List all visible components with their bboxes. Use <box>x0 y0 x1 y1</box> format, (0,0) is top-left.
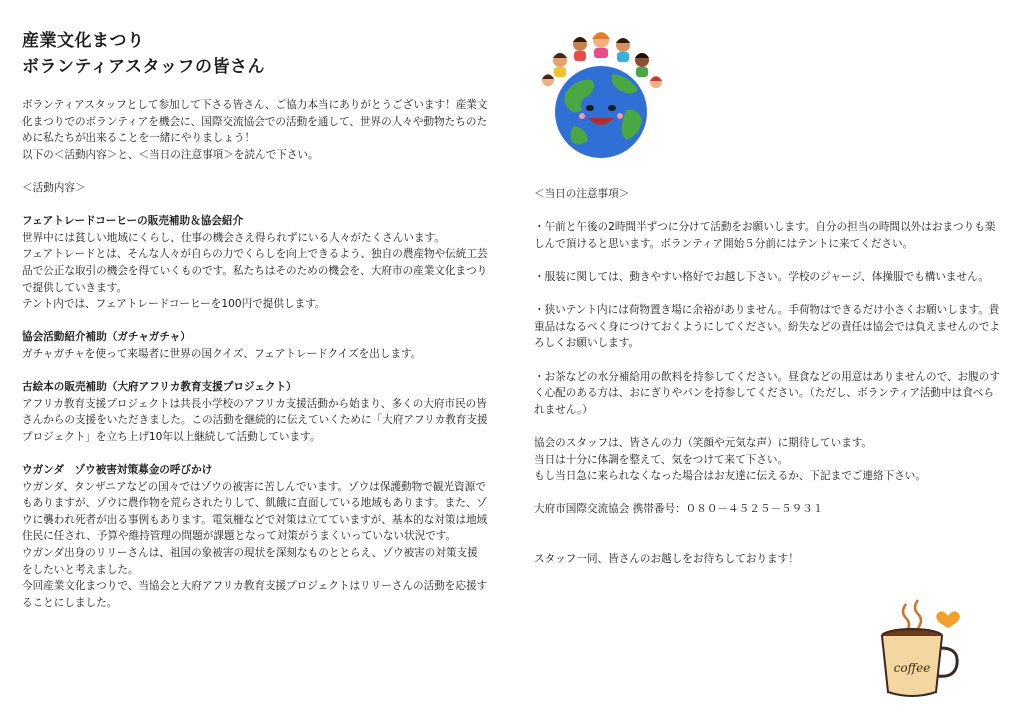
activity-section <box>22 329 488 362</box>
coffee-cup-icon <box>868 596 972 700</box>
activity-text: ガチャガチャを使って来場者に世界の国クイズ、フェアトレードクイズを出します。 <box>22 347 422 360</box>
activity-section <box>22 462 488 611</box>
closing-text: 当日は十分に体調を整えて、気をつけて来て下さい。 <box>534 453 789 466</box>
sign-off: スタッフ一同、皆さんのお越しをお待ちしております！ <box>534 553 799 566</box>
activity-heading: 古絵本の販売補助（大府アフリカ教育支援プロジェクト） <box>22 381 297 394</box>
title-line-2: ボランティアスタッフの皆さん <box>22 57 265 77</box>
heart-icon <box>936 611 960 628</box>
activity-section <box>22 213 488 313</box>
activity-heading: 協会活動紹介補助（ガチャガチャ） <box>22 331 191 344</box>
activity-heading: ウガンダ ゾウ被害対策募金の呼びかけ <box>22 464 213 477</box>
note-item: ・狭いテント内には荷物置き場に余裕がありません。手荷物はできるだけ小さくお願いします。貴重品はなるべく身につけておくようにしてください。紛失などの責任は協会では負えませんのでよろしくお願いします。 <box>534 304 1000 350</box>
notes-heading: ＜当日の注意事項＞ <box>534 188 630 200</box>
note-item: ・午前と午後の2時間半ずつに分けて活動をお願いします。自分の担当の時間以外はおまつりも楽しんで頂けると思います。ボランティア開始５分前にはテントに来てください。 <box>534 221 996 250</box>
activity-text: テント内では、フェアトレードコーヒーを100円で提供します。 <box>22 298 326 311</box>
activity-section <box>22 379 488 445</box>
contact-info: 大府市国際交流協会 携帯番号：０８０－４５２５－５９３１ <box>534 503 824 516</box>
intro-instruction: 以下の＜活動内容＞と、＜当日の注意事項＞を読んで下さい。 <box>22 148 319 161</box>
right-column <box>534 186 1000 568</box>
note-item: ・お茶などの水分補給用の飲料を持参してください。昼食などの用意はありませんので、お腹のすく心配のある方は、おにぎりやパンを持参してください。（ただし、ボランティア活動中は食べられません。） <box>534 370 1000 416</box>
activity-text: ウガンダ、タンザニアなどの国々ではゾウの被害に苦しんでいます。ゾウは保護動物で観光資源でもありますが、ゾウに農作物を荒らされたりして、飢餓に直面している地域もあります。また、ゾウに襲われ死者が出る事例もあります。電気柵などで対策は立てていますが、基本的な対策は地域住民に任され、予算や維持管理の問題が課題となって対策がうまくいっていない状況です。 <box>22 480 488 543</box>
coffee-label: coffee <box>893 661 931 675</box>
page-title <box>22 28 492 80</box>
activities-heading: ＜活動内容＞ <box>22 181 86 194</box>
globe-with-children-icon <box>530 30 672 160</box>
activity-text: アフリカ教育支援プロジェクトは共長小学校のアフリカ支援活動から始まり、多くの大府市民の皆さんからの支援をいただきました。この活動を継続的に伝えていくために「大府アフリカ教育支援プロジェクト」を立ち上げ10年以上継続して活動しています。 <box>22 397 488 443</box>
left-column <box>22 97 488 611</box>
closing-text: 協会のスタッフは、皆さんの力（笑顔や元気な声）に期待しています。 <box>534 436 873 449</box>
activity-text: ウガンダ出身のリリーさんは、祖国の象被害の現状を深刻なものととらえ、ゾウ被害の対策支援をしたいと考えました。 <box>22 547 478 576</box>
title-line-1: 産業文化まつり <box>22 31 145 51</box>
activity-text: 世界中には貧しい地域にくらし、仕事の機会さえ得られずにいる人々がたくさんいます。 <box>22 231 445 244</box>
activity-text: 今回産業文化まつりで、当協会と大府アフリカ教育支援プロジェクトはリリーさんの活動を応援することにしました。 <box>22 580 488 609</box>
closing-text: もし当日急に来られなくなった場合はお友達に伝えるか、下記までご連絡下さい。 <box>534 470 926 483</box>
intro-paragraph: ボランティアスタッフとして参加して下さる皆さん、ご協力本当にありがとうございます！産業文化まつりでのボランティアを機会に、国際交流協会での活動を通して、世界の人々や動物たちのために私たちが出来ることを一緒にやりましょう！ <box>22 99 488 145</box>
note-item: ・服装に関しては、動きやすい格好でお越し下さい。学校のジャージ、体操服でも構いません。 <box>534 270 989 283</box>
activity-text: フェアトレードとは、そんな人々が自らの力でくらしを向上できるよう、独自の農産物や伝統工芸品で公正な取引の機会を得ていくものです。私たちはそのための機会を、大府市の産業文化まつりで提供していきます。 <box>22 248 488 294</box>
activity-heading: フェアトレードコーヒーの販売補助＆協会紹介 <box>22 215 244 228</box>
